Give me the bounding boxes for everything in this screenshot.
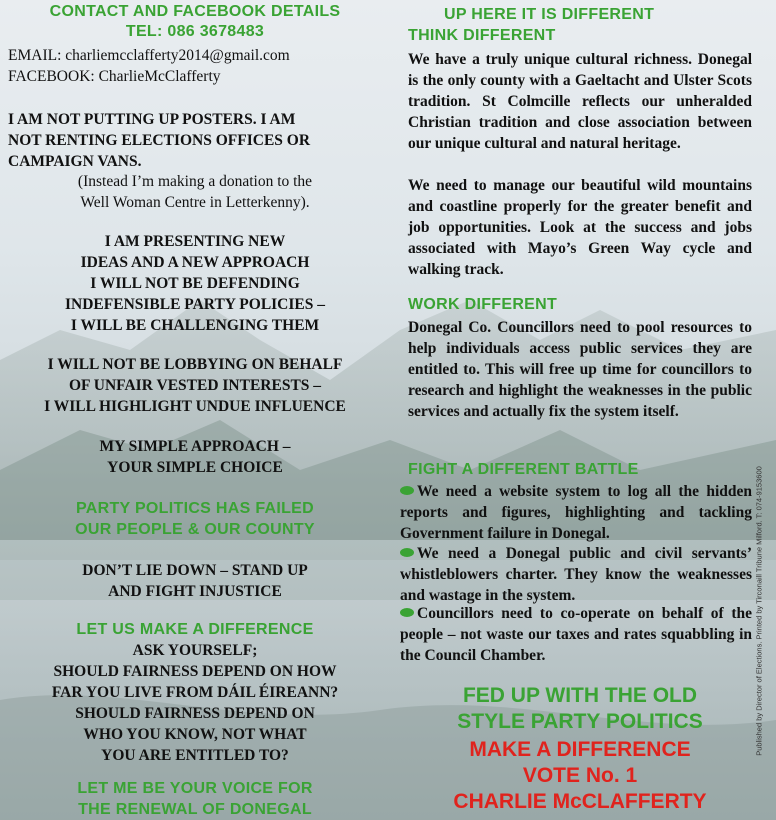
telephone-number: TEL: 086 3678483	[125, 23, 265, 40]
green-bullet-icon	[400, 486, 414, 495]
contact-heading: CONTACT AND FACEBOOK DETAILS	[49, 3, 341, 20]
fight-battle-heading: FIGHT A DIFFERENT BATTLE	[408, 461, 639, 478]
simple-approach-statement: MY SIMPLE APPROACH – YOUR SIMPLE CHOICE	[99, 438, 291, 476]
make-difference-slogan: MAKE A DIFFERENCE	[469, 738, 691, 761]
vote-slogan: VOTE No. 1	[522, 764, 638, 787]
green-bullet-icon	[400, 548, 414, 557]
new-ideas-statement: I AM PRESENTING NEW IDEAS AND A NEW APPROACH I WILL NOT BE DEFENDING INDEFENSIBLE PARTY POLICIES – I WILL BE CHALLENGING THEM	[65, 233, 325, 334]
work-different-heading: WORK DIFFERENT	[408, 296, 558, 313]
candidate-name: CHARLIE McCLAFFERTY	[453, 790, 707, 813]
green-bullet-icon	[400, 608, 414, 617]
up-here-heading: UP HERE IT IS DIFFERENT	[444, 6, 655, 23]
think-different-paragraph-1: We have a truly unique cultural richness. Donegal is the only county with a Gaeltacht and Ulster Scots tradition. St Colmcille reflects our unheralded Christian tradition and close association between our unique cultural and natural heritage.	[408, 51, 752, 152]
work-different-paragraph: Donegal Co. Councillors need to pool resources to help individuals access public services they are entitled to. This will free up time for councillors to research and highlight the weaknesses in the public services and actually fix the system itself.	[408, 319, 752, 420]
party-politics-failed-heading: PARTY POLITICS HAS FAILED OUR PEOPLE & OUR COUNTY	[75, 500, 315, 538]
bullet-item: We need a Donegal public and civil servants’ whistleblowers charter. They know the weaknesses and wastage in the system.	[400, 545, 752, 604]
facebook-handle: FACEBOOK: CharlieMcClafferty	[8, 68, 221, 85]
bullet-item: Councillors need to co-operate on behalf of the people – not waste our taxes and rates squabbling in the Council Chamber.	[400, 605, 752, 664]
posters-statement: I AM NOT PUTTING UP POSTERS. I AM NOT RENTING ELECTIONS OFFICES OR CAMPAIGN VANS.	[8, 111, 311, 170]
donation-note: (Instead I’m making a donation to the Well Woman Centre in Letterkenny).	[77, 173, 313, 211]
stand-up-statement: DON’T LIE DOWN – STAND UP AND FIGHT INJUSTICE	[82, 562, 308, 600]
bullet-item: We need a website system to log all the hidden reports and figures, highlighting and tackling Government failure in Donegal.	[400, 483, 752, 542]
make-difference-heading: LET US MAKE A DIFFERENCE	[76, 621, 314, 638]
email-address: EMAIL: charliemcclafferty2014@gmail.com	[8, 47, 290, 64]
think-different-paragraph-2: We need to manage our beautiful wild mountains and coastline properly for the greater benefit and job opportunities. Look at the success and jobs associated with Mayo’s Green Way cycle and walking track.	[408, 177, 752, 278]
your-voice-heading: LET ME BE YOUR VOICE FOR THE RENEWAL OF DONEGAL	[77, 780, 313, 818]
fed-up-slogan: FED UP WITH THE OLD STYLE PARTY POLITICS	[457, 684, 703, 733]
think-different-heading: THINK DIFFERENT	[408, 27, 556, 44]
imprint-vertical-text: Published by Director of Elections. Printed by Tirconaill Tribune Milford. T: 074-9153600	[754, 466, 764, 756]
ask-yourself-statement: ASK YOURSELF; SHOULD FAIRNESS DEPEND ON HOW FAR YOU LIVE FROM DÁIL ÉIREANN? SHOULD FAIRNESS DEPEND ON WHO YOU KNOW, NOT WHAT YOU ARE ENTITLED TO?	[51, 642, 339, 764]
lobbying-statement: I WILL NOT BE LOBBYING ON BEHALF OF UNFAIR VESTED INTERESTS – I WILL HIGHLIGHT UNDUE INFLUENCE	[44, 356, 346, 415]
